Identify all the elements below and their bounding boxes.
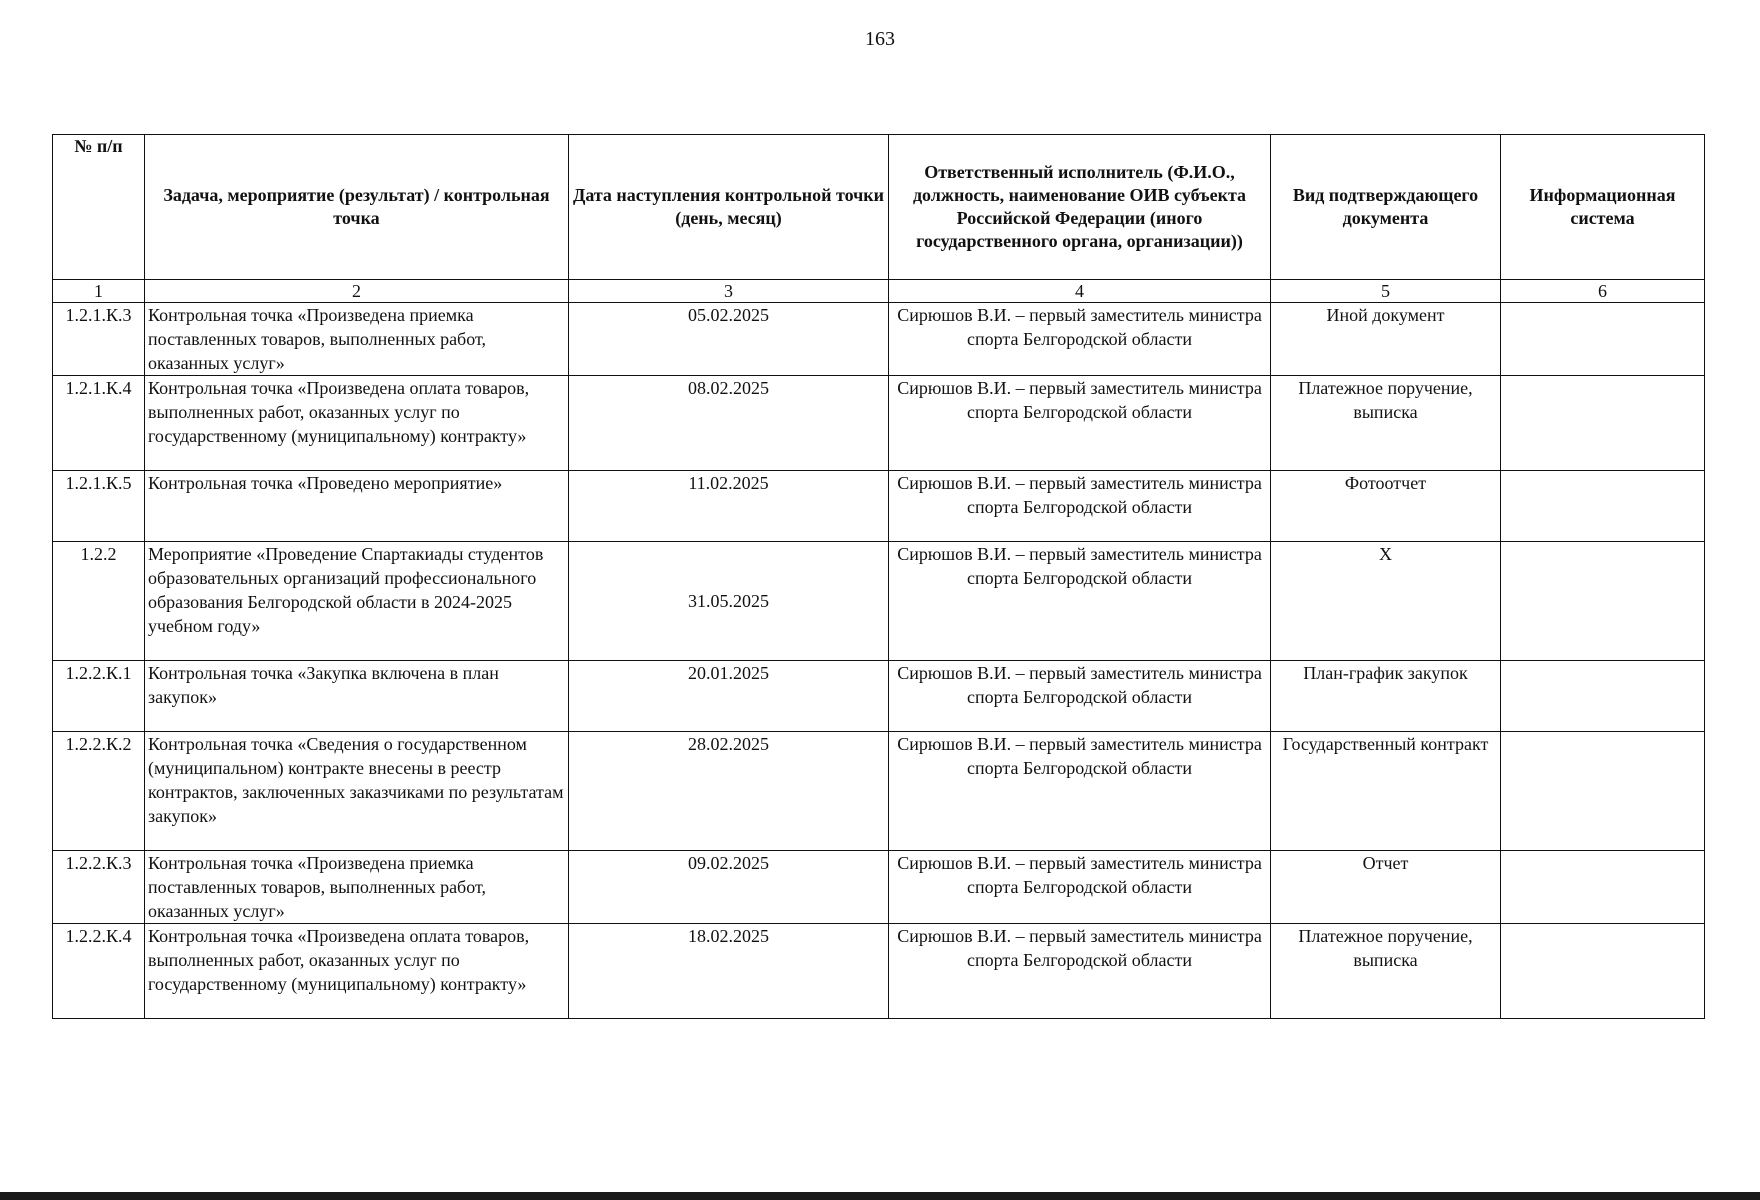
row-number: 1.2.1.К.5 (53, 471, 145, 542)
row-date: 11.02.2025 (569, 471, 889, 542)
row-executor: Сирюшов В.И. – первый заместитель министра спорта Белгородской области (889, 471, 1271, 542)
row-date: 31.05.2025 (569, 542, 889, 661)
table-row (53, 542, 1705, 661)
row-executor: Сирюшов В.И. – первый заместитель министра спорта Белгородской области (889, 303, 1271, 376)
row-document: Фотоотчет (1271, 471, 1501, 542)
column-number: 5 (1271, 280, 1501, 303)
row-date: 28.02.2025 (569, 732, 889, 851)
row-number: 1.2.2 (53, 542, 145, 661)
row-number: 1.2.1.К.3 (53, 303, 145, 376)
row-date: 09.02.2025 (569, 851, 889, 924)
table-row (53, 303, 1705, 376)
header-executor: Ответственный исполнитель (Ф.И.О., должность, наименование ОИВ субъекта Российской Федерации (иного государственного органа, организации)) (889, 135, 1271, 280)
header-system: Информационная система (1501, 135, 1705, 280)
table-row (53, 661, 1705, 732)
row-document: Платежное поручение, выписка (1271, 924, 1501, 1019)
row-executor: Сирюшов В.И. – первый заместитель министра спорта Белгородской области (889, 924, 1271, 1019)
column-number: 4 (889, 280, 1271, 303)
row-document: Платежное поручение, выписка (1271, 376, 1501, 471)
row-date: 05.02.2025 (569, 303, 889, 376)
row-document: X (1271, 542, 1501, 661)
row-system (1501, 661, 1705, 732)
column-number: 1 (53, 280, 145, 303)
column-number: 3 (569, 280, 889, 303)
table-row (53, 924, 1705, 1019)
page-number: 163 (865, 28, 895, 50)
row-date: 20.01.2025 (569, 661, 889, 732)
row-system (1501, 924, 1705, 1019)
column-number: 2 (145, 280, 569, 303)
header-number: № п/п (53, 135, 145, 280)
row-number: 1.2.1.К.4 (53, 376, 145, 471)
row-date: 08.02.2025 (569, 376, 889, 471)
row-executor: Сирюшов В.И. – первый заместитель министра спорта Белгородской области (889, 542, 1271, 661)
table-row (53, 376, 1705, 471)
row-system (1501, 303, 1705, 376)
row-executor: Сирюшов В.И. – первый заместитель министра спорта Белгородской области (889, 851, 1271, 924)
table-header-row (53, 135, 1705, 280)
row-task: Контрольная точка «Сведения о государственном (муниципальном) контракте внесены в реестр контрактов, заключенных заказчиками по результатам закупок» (145, 732, 569, 851)
header-document: Вид подтверждающего документа (1271, 135, 1501, 280)
row-document: Государственный контракт (1271, 732, 1501, 851)
control-points-table (52, 134, 1705, 1019)
row-task: Контрольная точка «Произведена приемка поставленных товаров, выполненных работ, оказанных услуг» (145, 303, 569, 376)
row-date: 18.02.2025 (569, 924, 889, 1019)
row-system (1501, 732, 1705, 851)
row-executor: Сирюшов В.И. – первый заместитель министра спорта Белгородской области (889, 376, 1271, 471)
row-task: Контрольная точка «Произведена приемка поставленных товаров, выполненных работ, оказанных услуг» (145, 851, 569, 924)
scan-edge-band (0, 1192, 1760, 1200)
row-document: Отчет (1271, 851, 1501, 924)
row-executor: Сирюшов В.И. – первый заместитель министра спорта Белгородской области (889, 661, 1271, 732)
row-system (1501, 376, 1705, 471)
row-number: 1.2.2.К.4 (53, 924, 145, 1019)
row-system (1501, 542, 1705, 661)
row-number: 1.2.2.К.1 (53, 661, 145, 732)
row-number: 1.2.2.К.3 (53, 851, 145, 924)
row-task: Мероприятие «Проведение Спартакиады студентов образовательных организаций профессионального образования Белгородской области в 2024-2025 учебном году» (145, 542, 569, 661)
table-row (53, 851, 1705, 924)
row-task: Контрольная точка «Произведена оплата товаров, выполненных работ, оказанных услуг по государственному (муниципальному) контракту» (145, 376, 569, 471)
row-number: 1.2.2.К.2 (53, 732, 145, 851)
header-date: Дата наступления контрольной точки (день, месяц) (569, 135, 889, 280)
header-task: Задача, мероприятие (результат) / контрольная точка (145, 135, 569, 280)
row-executor: Сирюшов В.И. – первый заместитель министра спорта Белгородской области (889, 732, 1271, 851)
row-task: Контрольная точка «Произведена оплата товаров, выполненных работ, оказанных услуг по государственному (муниципальному) контракту» (145, 924, 569, 1019)
column-number-row (53, 280, 1705, 303)
row-system (1501, 471, 1705, 542)
row-document: План-график закупок (1271, 661, 1501, 732)
table-row (53, 732, 1705, 851)
row-document: Иной документ (1271, 303, 1501, 376)
row-task: Контрольная точка «Закупка включена в план закупок» (145, 661, 569, 732)
row-task: Контрольная точка «Проведено мероприятие» (145, 471, 569, 542)
table-row (53, 471, 1705, 542)
row-system (1501, 851, 1705, 924)
column-number: 6 (1501, 280, 1705, 303)
